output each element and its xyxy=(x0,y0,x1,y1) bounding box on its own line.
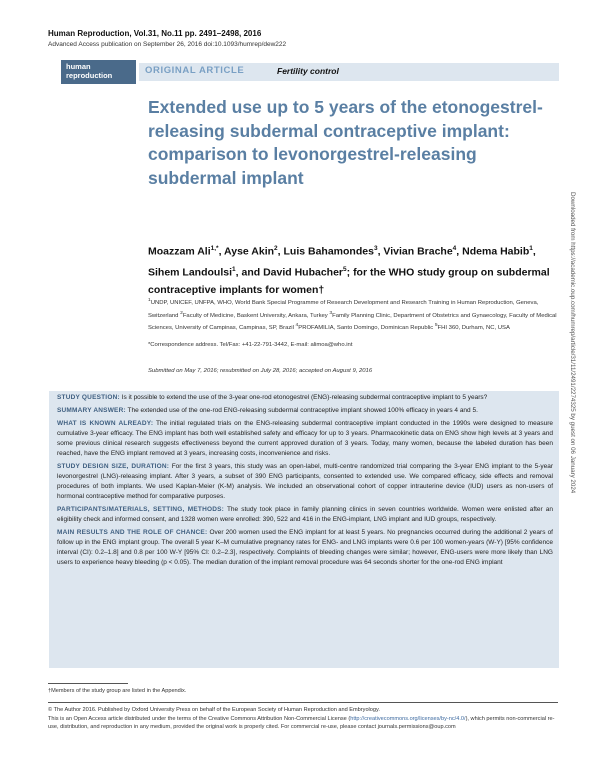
author-name: David Hubacher xyxy=(263,266,344,278)
author-name: Sihem Landoulsi xyxy=(148,266,233,278)
affil-sup: 2 xyxy=(180,310,183,316)
author-affil-sup: 1 xyxy=(529,245,533,252)
abstract-text: Over 200 women used the ENG implant for at least 5 years. No pregnancies occurred during the additional 2 years of follow up in the ENG implant group. The overall 5 year K–M cumulative pregnancy rates for ENG- and LNG implants were 0.6 per 100 women-years (W-Y) [95% confidence interval (CI): 0.2–1.8] and 0.8 per 100 W-Y [95% CI: 0.2–2.3], respectively. Complaints of bleeding changes were similar; however, ENG-users were more likely than LNG users to experience heavy bleeding (p < 0.05). The median duration of the implant removal procedure was 64 seconds shorter for the one-rod ENG implant xyxy=(57,529,553,566)
abstract-study-question xyxy=(57,393,553,403)
download-watermark: Downloaded from https://academic.oup.com/humrep/article/31/11/2491/2274325 by guest on 06 January 2024 xyxy=(569,192,576,494)
logo-line-2: reproduction xyxy=(66,71,113,80)
author-name: Vivian Brache xyxy=(383,245,453,258)
advance-access-line: Advanced Access publication on September 26, 2016 doi:10.1093/humrep/dew222 xyxy=(48,41,287,48)
abstract-text: The study took place in family planning clinics in seven countries worldwide. Women were enlisted after an eligibility check and informed consent, and 1328 women were enrolled: 390, 522 and 416 in the ENG-implant, LNG implant and IUD groups, respectively. xyxy=(57,506,553,523)
affiliation-1: UNDP, UNICEF, UNFPA, WHO, World Bank Special Programme of Research Development and Research Training in Human Reproduction, Geneva, Switzerland xyxy=(148,299,539,319)
copyright-divider xyxy=(48,702,558,703)
author-separator: , xyxy=(277,245,284,258)
article-subject: Fertility control xyxy=(277,66,339,76)
copyright-block xyxy=(48,706,560,732)
abstract-heading: WHAT IS KNOWN ALREADY: xyxy=(57,420,154,427)
abstract-heading: STUDY QUESTION: xyxy=(57,394,120,401)
affil-sup: 3 xyxy=(329,310,333,316)
license-text-cont: ), which permits non-commercial re-use, distribution, and reproduction in any medium, provided the original work is properly cited. For commercial re-use, please contact journals.permissions@oup.com xyxy=(48,715,555,731)
affil-sup: 1 xyxy=(148,298,151,303)
journal-logo xyxy=(61,60,136,84)
correspondence-address: *Correspondence address. Tel/Fax: +41-22-791-3442, E-mail: alimoa@who.int xyxy=(148,342,353,348)
footnote-divider xyxy=(48,683,128,684)
study-group-credit: for the WHO study group on subdermal contraceptive implants for women† xyxy=(148,266,550,296)
copyright-line: © The Author 2016. Published by Oxford University Press on behalf of the European Society of Human Reproduction and Embryology. xyxy=(48,707,380,713)
license-text: This is an Open Access article distributed under the terms of the Creative Commons Attribution Non-Commercial License ( xyxy=(48,715,351,722)
abstract-text: Is it possible to extend the use of the 3-year one-rod etonogestrel (ENG)-releasing subdermal contraceptive implant to 5 years? xyxy=(119,394,488,401)
abstract-main-results xyxy=(57,528,553,568)
abstract-heading: SUMMARY ANSWER: xyxy=(57,407,126,414)
affiliation-3: Family Planning Clinic, Department of Obstetrics and Gynaecology, Faculty of Medical Sciences, University of Campinas, Campinas, SP, Brazil xyxy=(148,312,557,332)
author-affil-sup: 4 xyxy=(452,245,457,252)
affiliation-4: PROFAMILIA, Santo Domingo, Dominican Republic xyxy=(298,325,435,332)
author-separator: , xyxy=(218,245,225,258)
abstract-heading: MAIN RESULTS AND THE ROLE OF CHANCE: xyxy=(57,529,208,536)
affil-sup: 5 xyxy=(434,323,438,329)
author-affil-sup: 1 xyxy=(232,265,236,273)
affiliation-2: Faculty of Medicine, Baskent University, Ankara, Turkey xyxy=(182,312,330,319)
abstract-text: For the first 3 years, this study was an open-label, multi-centre randomized trial comparing the 3-year ENG implant to the 5-year levonorgestrel (LNG)-releasing implant. After 3 years, a subset of 390 ENG participants, consented to extended use. We compared efficacy, side effects and removal procedures of both implants. We used Kaplan-Meier (K-M) analysis. We included an observational cohort of copper intrauterine device (IUD) users as non-users of hormonal contraceptive method for comparative purposes. xyxy=(57,463,554,500)
affiliation-5: FHI 360, Durham, NC, USA xyxy=(437,325,510,332)
journal-citation: Human Reproduction, Vol.31, No.11 pp. 2491–2498, 2016 xyxy=(48,29,262,38)
abstract-heading: PARTICIPANTS/MATERIALS, SETTING, METHODS: xyxy=(57,506,225,513)
affil-sup: 4 xyxy=(295,323,299,329)
author-separator: , xyxy=(456,245,463,258)
author-affil-sup: 2 xyxy=(274,245,278,252)
abstract-known-already xyxy=(57,419,553,459)
author-affil-sup: 3 xyxy=(373,245,378,252)
author-name: Moazzam Ali xyxy=(148,245,211,258)
author-name: Luis Bahamondes xyxy=(283,245,374,258)
abstract-text: The extended use of the one-rod ENG-releasing subdermal contraceptive implant showed 100% efficacy in years 4 and 5. xyxy=(125,407,478,414)
author-affil-sup: 1,* xyxy=(210,245,219,252)
footnote: †Members of the study group are listed in the Appendix. xyxy=(48,688,187,694)
license-link[interactable]: http://creativecommons.org/licenses/by-nc/4.0/ xyxy=(350,715,466,722)
article-title: Extended use up to 5 years of the etonogestrel-releasing subdermal contraceptive implant: comparison to levonorgestrel-releasing subdermal implant xyxy=(148,97,543,188)
author-name: Ndema Habib xyxy=(462,245,530,258)
author-separator: ; xyxy=(346,266,354,278)
author-separator: , xyxy=(532,245,536,258)
author-separator: , xyxy=(377,245,384,258)
license-statement xyxy=(48,715,560,732)
article-type: ORIGINAL ARTICLE xyxy=(145,65,245,76)
abstract-participants xyxy=(57,505,553,525)
affiliations xyxy=(148,296,558,334)
logo-line-1: human xyxy=(66,62,91,71)
author-separator: , and xyxy=(235,266,264,278)
abstract-content xyxy=(57,393,553,571)
author-list xyxy=(148,240,568,299)
abstract-study-design xyxy=(57,462,553,502)
abstract-summary-answer xyxy=(57,406,553,416)
author-name: Ayse Akin xyxy=(224,245,275,258)
abstract-text: The initial regulated trials on the ENG-releasing subdermal contraceptive implant conducted in the 1990s were designed to measure cumulative 3-year efficacy. The ENG implant has both well established safety and efficacy for up to 3 years. Pharmacokinetic data on ENG show high levels at 3 years and some previous clinical research suggests effectiveness beyond the current approved duration of 3 years. Today, many women, because the labeled duration has been reached, have the ENG implant removed at 3 years, increasing costs, inconvenience and risks. xyxy=(57,420,553,457)
abstract-heading: STUDY DESIGN SIZE, DURATION: xyxy=(57,463,170,470)
submission-dates: Submitted on May 7, 2016; resubmitted on July 28, 2016; accepted on August 9, 2016 xyxy=(148,368,373,374)
author-affil-sup: 5 xyxy=(343,265,347,273)
